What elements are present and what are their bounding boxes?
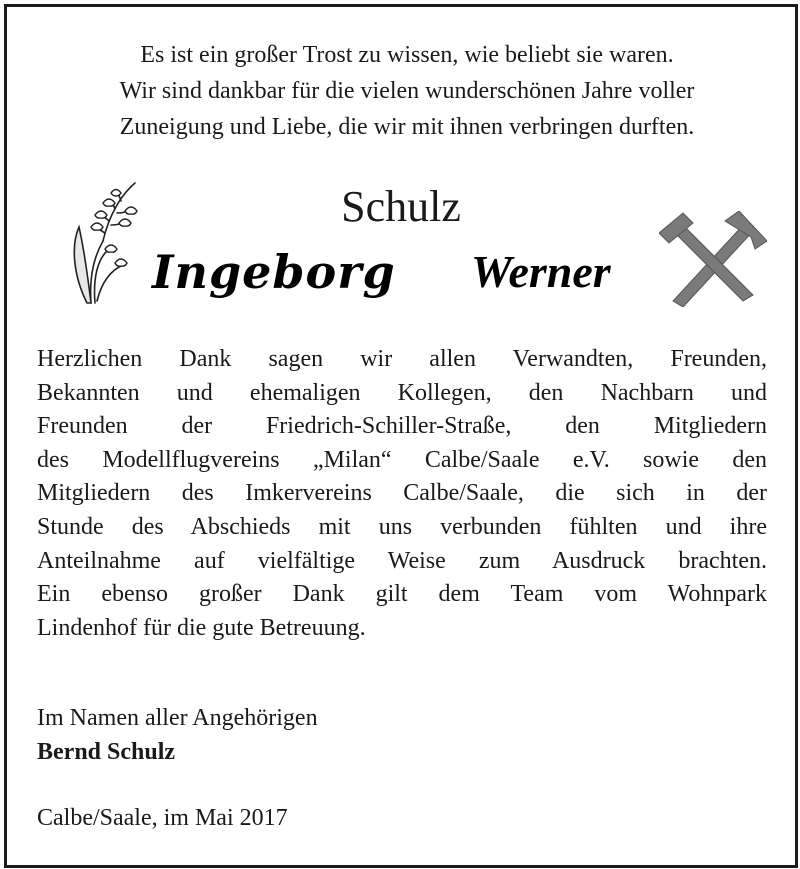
thanks-line: Lindenhof für die gute Betreuung. [37, 614, 366, 641]
notice-frame [4, 4, 798, 868]
place-date: Calbe/Saale, im Mai 2017 [37, 805, 288, 831]
signatory-name: Bernd Schulz [37, 739, 176, 765]
thanks-line: des Modellflugvereins „Milan“ Calbe/Saale e.V. sowie den [37, 446, 767, 473]
signature-block [37, 701, 318, 769]
intro-quote [27, 37, 787, 145]
intro-line: Zuneigung und Liebe, die wir mit ihnen verbringen durften. [119, 114, 695, 140]
thanks-line: Ein ebenso großer Dank gilt dem Team vom Wohnpark [37, 581, 767, 608]
hammer-and-pick-icon [659, 211, 767, 307]
thanks-line: Stunde des Abschieds mit uns verbunden fühlten und ihre [37, 513, 767, 540]
thanks-line: Bekannten und ehemaligen Kollegen, den Nachbarn und [37, 379, 767, 406]
surname: Schulz [341, 182, 461, 231]
thanks-line: Anteilnahme auf vielfältige Weise zum Ausdruck brachten. [37, 547, 767, 574]
signature-line: Im Namen aller Angehörigen [37, 705, 318, 731]
first-name-werner: Werner [471, 246, 611, 297]
intro-line: Wir sind dankbar für die vielen wunderschönen Jahre voller [119, 78, 695, 104]
thanks-text [37, 343, 767, 645]
thanks-line: Mitgliedern des Imkervereins Calbe/Saale, die sich in der [37, 480, 767, 507]
intro-line: Es ist ein großer Trost zu wissen, wie beliebt sie waren. [140, 42, 674, 68]
first-name-ingeborg: Ingeborg [152, 245, 396, 299]
thanks-line: Freunden der Friedrich-Schiller-Straße, den Mitgliedern [37, 413, 767, 440]
thanks-line: Herzlichen Dank sagen wir allen Verwandten, Freunden, [37, 346, 767, 372]
